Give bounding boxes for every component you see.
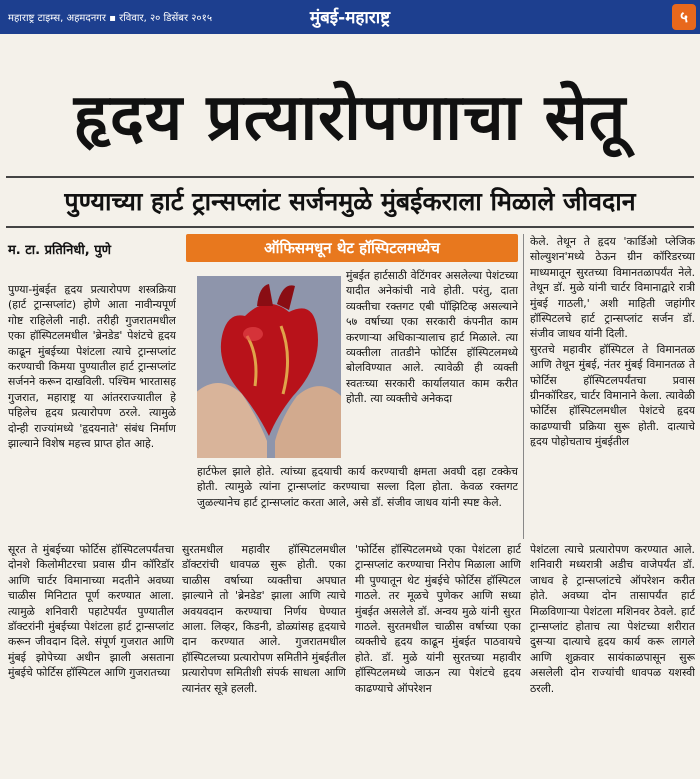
subheadline: पुण्याच्या हार्ट ट्रान्सप्लांट सर्जनमुळे मुंबईकराला मिळाले जीवदान — [64, 187, 636, 216]
top-banner — [0, 0, 700, 34]
heart-in-hands-image — [197, 276, 341, 458]
sidebar-text-right: मुंबईत हार्टसाठी वेटिंगवर असलेल्या पेशंटच्या यादीत अनेकांची नावे होती. परंतु, दाता व्यक्तीचा रक्तगट एबी पॉझिटिव्ह असल्याने ५७ वर्षाच्या एका सरकारी कंपनीत काम करणाऱ्या अधिकाऱ्यालाच हार्ट मिळाले. त्या व्यक्तीला तातडीने फोर्टिस हॉस्पिटलमध्ये बोलविण्यात आले. त्यावेळी ही व्यक्ती स्वतःच्या सरकारी कार्यालयात काम करीत होती. त्या व्यक्तीचे अनेकदा — [346, 269, 518, 406]
sidebar-text-bottom: हार्टफेल झाले होते. त्यांच्या हृदयाची कार्य करण्याची क्षमता अवघी दहा टक्केच होती. त्यामुळे त्यांना ट्रान्सप्लांट करण्याचा सल्ला दिला होता. केवळ रक्तगट जुळल्यानेच हार्ट ट्रान्सप्लांट करता आले, असे डॉ. संजीव जाधव यांनी स्पष्ट केले. — [197, 465, 518, 509]
section-title: मुंबई-महाराष्ट्र — [309, 8, 391, 28]
headline: हृदय प्रत्यारोपणाचा सेतू — [73, 81, 627, 155]
article-column-bottom-4: पेशंटला त्याचे प्रत्यारोपण करण्यात आले. शनिवारी मध्यरात्री अडीच वाजेपर्यंत डॉ. जाधव हे ट्रान्सप्लांटचे ऑपरेशन करीत होते. अवघ्या दोन तासापर्यंत हार्ट मिळविणाऱ्या पेशंटला मशिनवर ठेवले. हार्ट ट्रान्सप्लांट होताच त्या पेशंटच्या शरीरात दुसऱ्या दात्याचे हृदय कार्य करू लागले आणि शुक्रवार सायंकाळपासून सुरू असलेली दोन राज्यांची धावपळ यशस्वी ठरली. — [530, 543, 695, 695]
divider — [6, 176, 694, 178]
article-column-4-top: केले. तेथून ते हृदय 'कार्डिओ प्लेजिक सोल्युशन'मध्ये ठेऊन ग्रीन कॉरिडरच्या माध्यमातून सुरतच्या विमानतळापर्यंत नेले. तेथून डॉ. मुळे यांनी चार्टर विमानाद्वारे रात्री मुंबई गाठली,' अशी माहिती जहांगीर हॉस्पिटलचे हार्ट ट्रान्सप्लांट सर्जन डॉ. संजीव जाधव यांनी दिली. सुरतचे महावीर हॉस्पिटल ते विमानतळ आणि तेथून मुंबई, नंतर मुंबई विमानतळ ते फोर्टिस हॉस्पिटलपर्यंतचा प्रवास ग्रीनकॉरिडर, चार्टर विमानाने केला. त्यावेळी फोर्टिस हॉस्पिटलमधील पेशंटचे हृदय काढण्याची प्रक्रिया सुरू होती. दात्याचे हृदय पोहोचताच मुंबईतील — [530, 235, 695, 449]
article-column-bottom-2: सुरतमधील महावीर हॉस्पिटलमधील डॉक्टरांची धावपळ सुरू होती. एका चाळीस वर्षाच्या व्यक्तीचा अपघात झाल्याने तो 'ब्रेनडेड' झाला आणि त्याचे अवयवदान करण्याचा निर्णय घेण्यात आला. लिव्हर, किडनी, डोळ्यांसह हृदयाचे दान करण्यात आले. गुजरातमधील हॉस्पिटलच्या प्रत्यारोपण समितीने मुंबईतील प्रत्यारोपण समितीशी संपर्क साधला आणि त्यानंतर सूत्रे हलली. — [182, 543, 346, 695]
article-column-1: पुण्या-मुंबईत हृदय प्रत्यारोपण शस्त्रक्रिया (हार्ट ट्रान्सप्लांट) होणे आता नावीन्यपूर्ण गोष्ट राहिलेली नाही. तरीही गुजरातमधील एका हॉस्पिटलमधील 'ब्रेनडेड' पेशंटचे हृदय काढून मुंबईच्या पेशंटला त्याचे ट्रान्सप्लांट करण्याची किमया पुण्यातील हार्ट ट्रान्सप्लांट सर्जनने करून दाखविली. पश्चिम भारतासह गुजरात, महाराष्ट्र या आंतरराज्यातील हे पहिलेच हृदय प्रत्यारोपण ठरले. त्यामुळे दोन्ही राज्यांमध्ये 'हृदयनाते' संबंध निर्माण झाल्याने विशेष महत्त्व प्राप्त होत आहे. — [8, 283, 176, 451]
page-number-badge: ५ — [672, 4, 696, 30]
divider — [6, 226, 694, 228]
dateline: महाराष्ट्र टाइम्स, अहमदनगर ▪ रविवार, २० डिसेंबर २०१५ — [8, 13, 213, 24]
column-divider — [523, 234, 524, 539]
byline: म. टा. प्रतिनिधी, पुणे — [8, 243, 111, 258]
article-column-bottom-1: सूरत ते मुंबईच्या फोर्टिस हॉस्पिटलपर्यंतचा दोनशे किलोमीटरचा प्रवास ग्रीन कॉरिडॉर आणि चार्टर विमानाच्या मदतीने अवघ्या चाळीस मिनिटात पूर्ण करण्यात आला. त्यामुळे शनिवारी पहाटेपर्यंत पुण्यातील डॉक्टरांनी मुंबईच्या पेशंटला हार्ट ट्रान्सप्लांट करून जीवदान दिले. संपूर्ण गुजरात आणि मुंबई झोपेच्या अधीन झाली असताना मुंबईचे फोर्टिस हॉस्पिटल आणि गुजरातच्या — [8, 543, 174, 680]
sidebar-title: ऑफिसमधून थेट हॉस्पिटलमध्येच — [186, 234, 518, 262]
article-column-bottom-3: 'फोर्टिस हॉस्पिटलमध्ये एका पेशंटला हार्ट ट्रान्सप्लांट करण्याचा निरोप मिळाला आणि मी पुण्यातून थेट मुंबईचे फोर्टिस हॉस्पिटल गाठले. तर मूळचे पुणेकर आणि सध्या मुंबईत असलेले डॉ. अन्वय मुळे यांनी सुरत गाठले. सुरतमधील चाळीस वर्षाच्या एका व्यक्तीचे हृदय काढून मुंबईत पाठवायचे होते. डॉ. मुळे यांनी सुरतच्या महावीर हॉस्पिटलमध्ये जाऊन त्या पेशंटचे हृदय काढण्याचे ऑपरेशन — [355, 543, 521, 695]
